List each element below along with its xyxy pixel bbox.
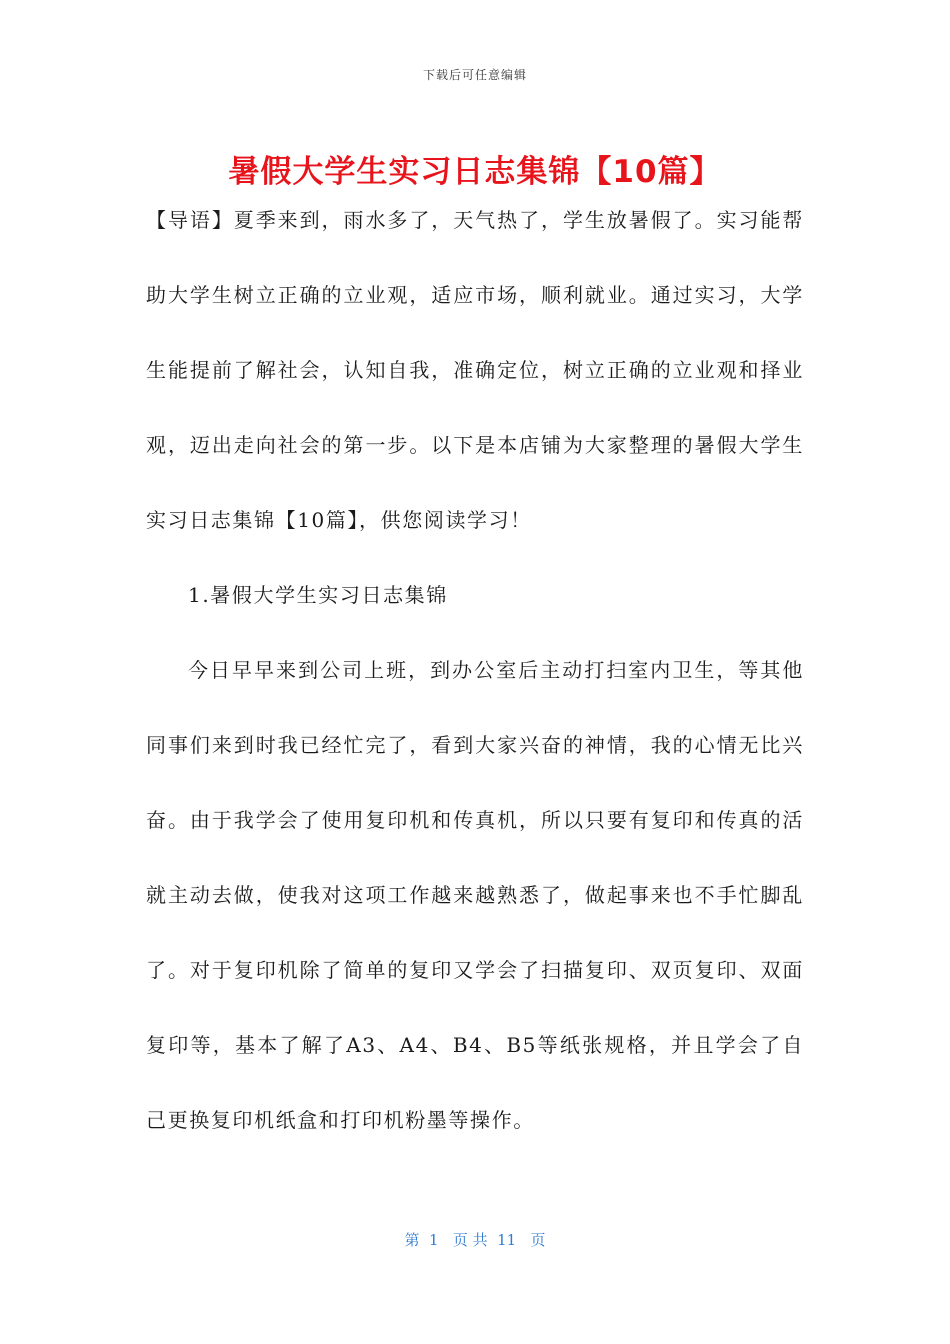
page-header-note: 下载后可任意编辑 bbox=[422, 68, 527, 82]
document-body bbox=[146, 183, 804, 1158]
document-title: 暑假大学生实习日志集锦【10篇】 bbox=[228, 154, 722, 190]
page-number: 第 1 页 共 11 页 bbox=[404, 1231, 546, 1249]
intro-paragraph: 【导语】夏季来到，雨水多了，天气热了，学生放暑假了。实习能帮助大学生树立正确的立业观，适应市场，顺利就业。通过实习，大学生能提前了解社会，认知自我，准确定位，树立正确的立业观和择业观，迈出走向社会的第一步。以下是本店铺为大家整理的暑假大学生实习日志集锦【10篇】，供您阅读学习！ bbox=[146, 208, 804, 532]
section-paragraph: 今日早早来到公司上班，到办公室后主动打扫室内卫生，等其他同事们来到时我已经忙完了，看到大家兴奋的神情，我的心情无比兴奋。由于我学会了使用复印机和传真机，所以只要有复印和传真的活就主动去做，使我对这项工作越来越熟悉了，做起事来也不手忙脚乱了。对于复印机除了简单的复印又学会了扫描复印、双页复印、双面复印等，基本了解了A3、A4、B4、B5等纸张规格，并且学会了自己更换复印机纸盒和打印机粉墨等操作。 bbox=[146, 658, 804, 1132]
section-heading: 1.暑假大学生实习日志集锦 bbox=[188, 583, 448, 607]
